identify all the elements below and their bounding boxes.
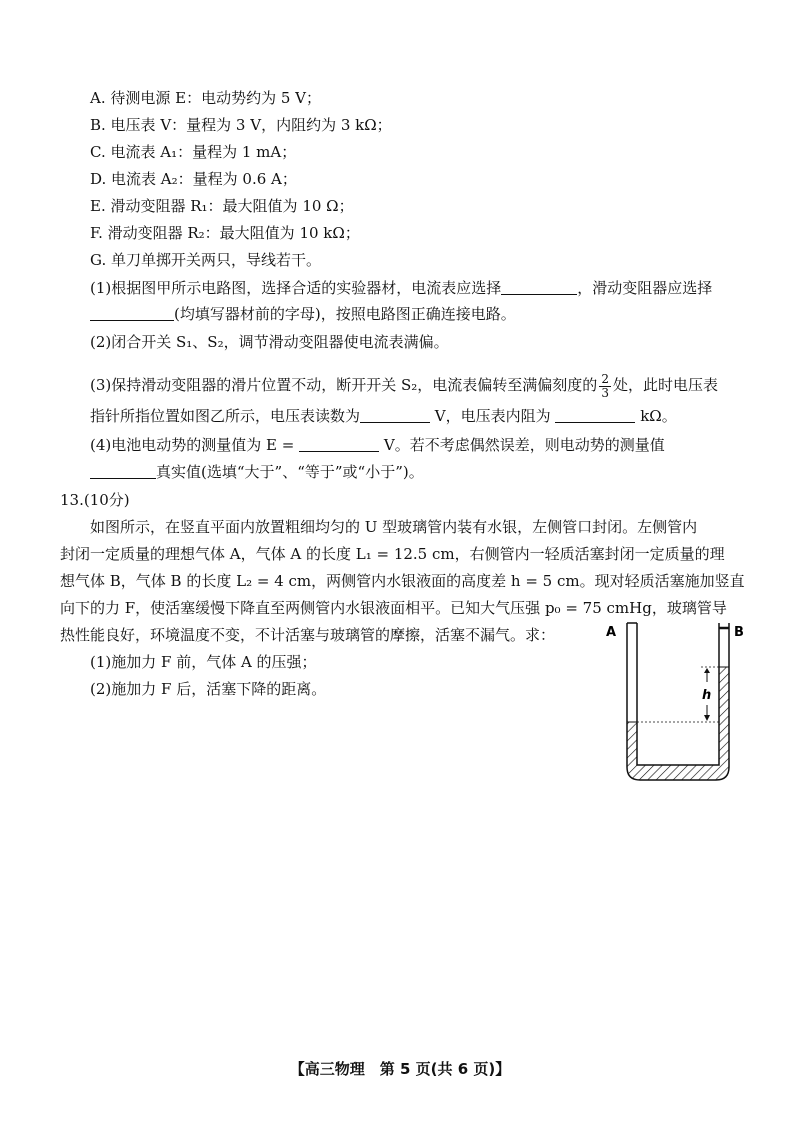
option-a: A. 待测电源 E：电动势约为 5 V； (90, 89, 321, 107)
q12-p1-text-b: ，滑动变阻器应选择 (577, 279, 713, 297)
u-tube-outer-wall (627, 623, 729, 780)
answer-blank-emf[interactable] (299, 436, 379, 452)
q13-sub-1: (1)施加力 F 前，气体 A 的压强； (90, 653, 317, 671)
answer-blank-voltage-reading[interactable] (360, 407, 430, 423)
q13-sub-2: (2)施加力 F 后，活塞下降的距离。 (90, 680, 327, 698)
q12-part3-line2 (90, 406, 677, 426)
q13-header: 13.(10分) (60, 491, 130, 509)
option-f: F. 滑动变阻器 R₂：最大阻值为 10 kΩ； (90, 224, 360, 242)
q12-p3-text-a: (3)保持滑动变阻器的滑片位置不动，断开开关 S₂，电流表偏转至满偏刻度的 (90, 376, 598, 394)
q12-part1-line2 (90, 304, 516, 324)
q12-part4-line2 (90, 462, 424, 482)
q12-p3-text-c: 指针所指位置如图乙所示，电压表读数为 (90, 407, 361, 425)
fraction-numerator: 2 (601, 371, 609, 386)
answer-blank-rheostat[interactable] (90, 305, 174, 321)
mercury-column (627, 667, 729, 780)
q12-p4-text-c: 真实值(选填“大于”、“等于”或“小于”)。 (156, 463, 424, 481)
q12-p4-text-b: V。若不考虑偶然误差，则电动势的测量值 (383, 436, 665, 454)
h-arrow-up-head (704, 668, 710, 673)
option-e: E. 滑动变阻器 R₁：最大阻值为 10 Ω； (90, 197, 354, 215)
answer-blank-ammeter[interactable] (501, 279, 577, 295)
fraction-two-thirds (599, 373, 611, 400)
label-a: A (606, 625, 617, 640)
option-c: C. 电流表 A₁：量程为 1 mA； (90, 143, 297, 161)
q13-line-2: 封闭一定质量的理想气体 A，气体 A 的长度 L₁ = 12.5 cm，右侧管内一轻质活塞封闭一定质量的理 (60, 545, 725, 563)
q12-part3-line1 (90, 370, 718, 400)
option-d: D. 电流表 A₂：量程为 0.6 A； (90, 170, 297, 188)
label-h: h (702, 688, 712, 703)
answer-blank-compare[interactable] (90, 463, 156, 479)
q12-p4-text-a: (4)电池电动势的测量值为 E = (90, 436, 295, 454)
q12-p3-text-b: 处，此时电压表 (612, 376, 718, 394)
u-tube-diagram (600, 615, 760, 790)
q13-line-1: 如图所示，在竖直平面内放置粗细均匀的 U 型玻璃管内装有水银，左侧管口封闭。左侧管内 (90, 518, 698, 536)
q12-p3-text-e: kΩ。 (640, 407, 677, 425)
fraction-denominator: 3 (601, 385, 609, 400)
q13-line-4: 向下的力 F，使活塞缓慢下降直至两侧管内水银液面相平。已知大气压强 p₀ = 75 cmHg，玻璃管导 (60, 599, 727, 617)
q12-p1-text-c: (均填写器材前的字母)，按照电路图正确连接电路。 (174, 305, 516, 323)
q13-line-5: 热性能良好，环境温度不变，不计活塞与玻璃管的摩擦，活塞不漏气。求： (60, 626, 556, 644)
label-b: B (734, 625, 744, 640)
answer-blank-internal-resistance[interactable] (555, 407, 635, 423)
h-arrow-down-head (704, 715, 710, 721)
q12-part4-line1 (90, 435, 665, 455)
option-b: B. 电压表 V：量程为 3 V，内阻约为 3 kΩ； (90, 116, 392, 134)
q12-part2: (2)闭合开关 S₁、S₂，调节滑动变阻器使电流表满偏。 (90, 333, 449, 351)
q12-part1-line1 (90, 278, 712, 298)
option-g: G. 单刀单掷开关两只，导线若干。 (90, 251, 321, 269)
page-footer: 【高三物理 第 5 页(共 6 页)】 (289, 1060, 511, 1078)
q13-line-3: 想气体 B，气体 B 的长度 L₂ = 4 cm，两侧管内水银液面的高度差 h = 5 cm。现对轻质活塞施加竖直 (60, 572, 745, 590)
q12-p3-text-d: V，电压表内阻为 (434, 407, 551, 425)
q12-p1-text-a: (1)根据图甲所示电路图，选择合适的实验器材，电流表应选择 (90, 279, 502, 297)
